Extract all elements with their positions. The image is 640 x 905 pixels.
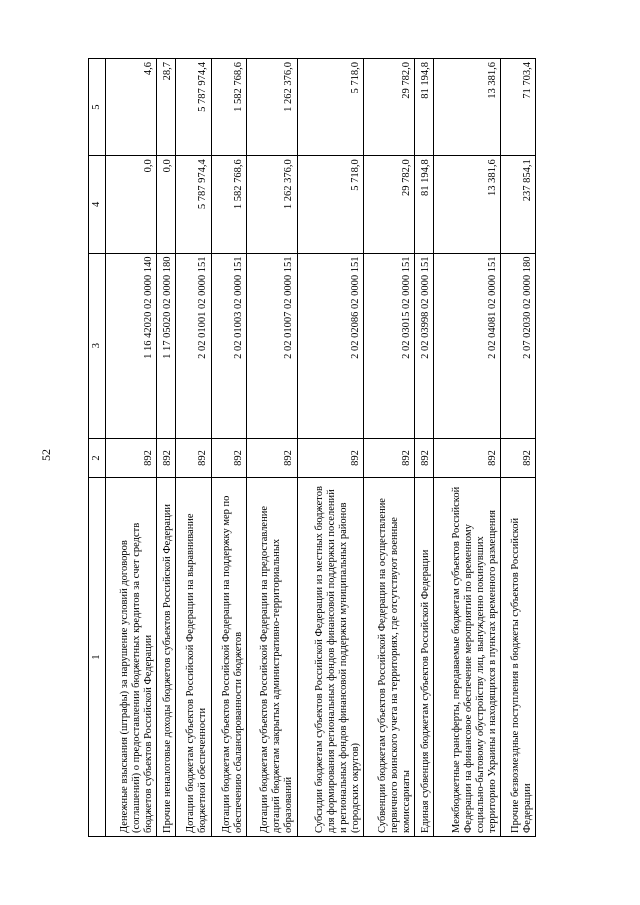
table-row bbox=[156, 59, 176, 837]
row-value-5: 81 194,8 bbox=[414, 59, 434, 156]
row-budget-code: 1 16 42020 02 0000 140 bbox=[106, 253, 157, 438]
row-name: Субвенции бюджетам субъектов Российской Федерации на осуществление первичного воинского учета на территориях, где отсутствуют военные комиссариаты bbox=[363, 478, 414, 837]
row-admin-code: 892 bbox=[434, 438, 500, 477]
row-admin-code: 892 bbox=[246, 438, 297, 477]
header-col-4: 4 bbox=[89, 156, 106, 253]
row-budget-code: 1 17 05020 02 0000 180 bbox=[156, 253, 176, 438]
row-value-5: 29 782,0 bbox=[363, 59, 414, 156]
row-value-4: 0,0 bbox=[156, 156, 176, 253]
row-admin-code: 892 bbox=[106, 438, 157, 477]
row-value-4: 13 381,6 bbox=[434, 156, 500, 253]
row-value-5: 28,7 bbox=[156, 59, 176, 156]
table-row bbox=[246, 59, 297, 837]
row-value-4: 5 718,0 bbox=[297, 156, 363, 253]
row-value-4: 237 854,1 bbox=[500, 156, 535, 253]
table-row bbox=[500, 59, 535, 837]
row-value-4: 1 262 376,0 bbox=[246, 156, 297, 253]
row-budget-code: 2 07 02030 02 0000 180 bbox=[500, 253, 535, 438]
table-row bbox=[434, 59, 500, 837]
row-budget-code: 2 02 04081 02 0000 151 bbox=[434, 253, 500, 438]
row-budget-code: 2 02 01003 02 0000 151 bbox=[211, 253, 246, 438]
table-row bbox=[297, 59, 363, 837]
row-admin-code: 892 bbox=[414, 438, 434, 477]
row-name: Прочие безвозмездные поступления в бюджеты субъектов Российской Федерации bbox=[500, 478, 535, 837]
row-value-5: 5 718,0 bbox=[297, 59, 363, 156]
page-number: 52 bbox=[39, 449, 53, 461]
row-admin-code: 892 bbox=[297, 438, 363, 477]
row-value-4: 0,0 bbox=[106, 156, 157, 253]
row-admin-code: 892 bbox=[176, 438, 211, 477]
header-col-3: 3 bbox=[89, 253, 106, 438]
row-admin-code: 892 bbox=[363, 438, 414, 477]
row-value-4: 1 582 768,6 bbox=[211, 156, 246, 253]
header-col-5: 5 bbox=[89, 59, 106, 156]
row-name: Дотации бюджетам субъектов Российской Федерации на выравнивание бюджетной обеспеченности bbox=[176, 478, 211, 837]
row-value-5: 5 787 974,4 bbox=[176, 59, 211, 156]
table-row bbox=[106, 59, 157, 837]
row-value-4: 81 194,8 bbox=[414, 156, 434, 253]
row-budget-code: 2 02 03998 02 0000 151 bbox=[414, 253, 434, 438]
row-value-4: 29 782,0 bbox=[363, 156, 414, 253]
row-admin-code: 892 bbox=[156, 438, 176, 477]
rotated-table-container bbox=[88, 58, 536, 837]
row-value-4: 5 787 974,4 bbox=[176, 156, 211, 253]
row-value-5: 1 262 376,0 bbox=[246, 59, 297, 156]
row-name: Прочие неналоговые доходы бюджетов субъектов Российской Федерации bbox=[156, 478, 176, 837]
row-name: Единая субвенция бюджетам субъектов Российской Федерации bbox=[414, 478, 434, 837]
row-value-5: 1 582 768,6 bbox=[211, 59, 246, 156]
row-budget-code: 2 02 02086 02 0000 151 bbox=[297, 253, 363, 438]
row-value-5: 71 703,4 bbox=[500, 59, 535, 156]
row-budget-code: 2 02 03015 02 0000 151 bbox=[363, 253, 414, 438]
row-name: Межбюджетные трансферты, передаваемые бюджетам субъектов Российской Федерации на финансовое обеспечение мероприятий по временному социально-бытовому обустройству лиц, вынужденно покинувших территорию Украины и находящихся в пунктах временного размещения bbox=[434, 478, 500, 837]
table-row bbox=[176, 59, 211, 837]
row-budget-code: 2 02 01007 02 0000 151 bbox=[246, 253, 297, 438]
header-col-1: 1 bbox=[89, 478, 106, 837]
row-name: Денежные взыскания (штрафы) за нарушение условий договоров (соглашений) о предоставлении бюджетных кредитов за счет средств бюджетов субъектов Российской Федерации bbox=[106, 478, 157, 837]
table-row bbox=[414, 59, 434, 837]
header-col-2: 2 bbox=[89, 438, 106, 477]
row-admin-code: 892 bbox=[500, 438, 535, 477]
table-row bbox=[363, 59, 414, 837]
row-name: Дотации бюджетам субъектов Российской Федерации на предоставление дотаций бюджетам закрытых административно-территориальных образований bbox=[246, 478, 297, 837]
row-name: Субсидии бюджетам субъектов Российской Федерации из местных бюджетов для формирования региональных фондов финансовой поддержки поселений и региональных фондов финансовой поддержки муниципальных районов (городских округов) bbox=[297, 478, 363, 837]
row-budget-code: 2 02 01001 02 0000 151 bbox=[176, 253, 211, 438]
row-admin-code: 892 bbox=[211, 438, 246, 477]
table-header-row bbox=[89, 59, 106, 837]
budget-revenue-table bbox=[88, 58, 536, 837]
row-name: Дотации бюджетам субъектов Российской Федерации на поддержку мер по обеспечению сбалансированности бюджетов bbox=[211, 478, 246, 837]
table-row bbox=[211, 59, 246, 837]
row-value-5: 4,6 bbox=[106, 59, 157, 156]
row-value-5: 13 381,6 bbox=[434, 59, 500, 156]
